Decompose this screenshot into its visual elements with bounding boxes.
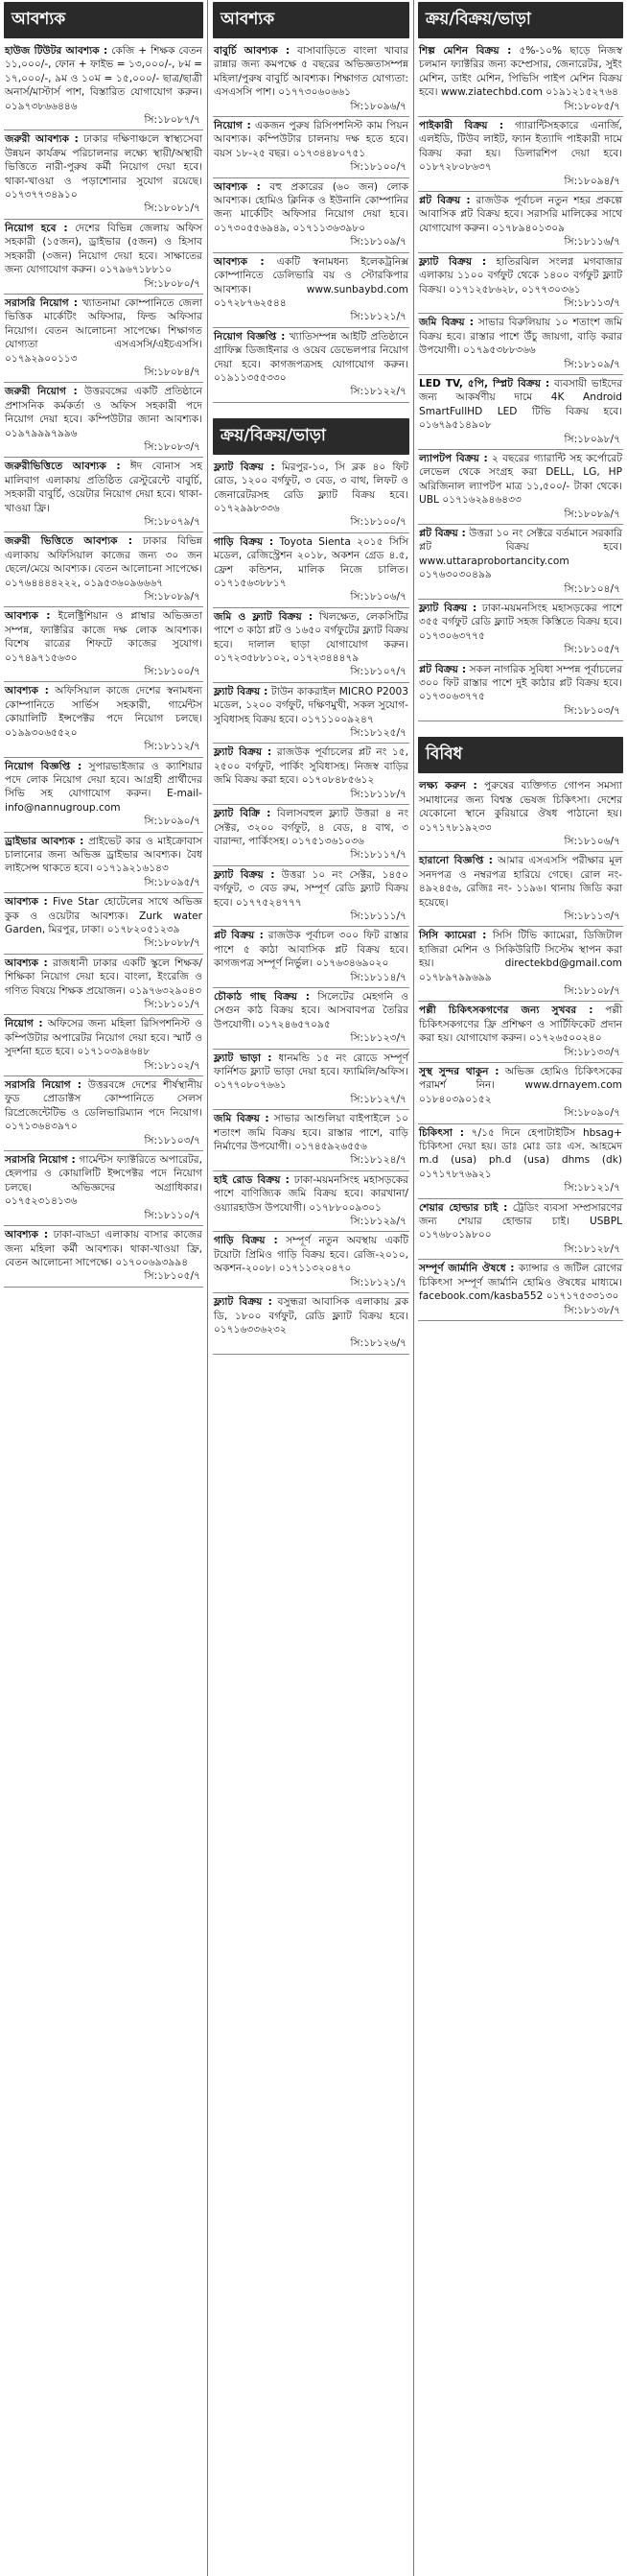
ad-body: গ্যারান্টিসহকারে এনার্জি, এলইডি, টিউব লাইট, ফ্যান ইত্যাদি পাইকারী দামে বিক্রয় করা হয়। ডিলারশিপ দেয়া হবে।: [419, 120, 622, 159]
ad-phone: ০১৯৭৩৮৬৬৪৪৬: [5, 100, 78, 112]
ad-heading: ড্রাইভার আবশ্যক :: [5, 835, 84, 847]
classified-ad: [213, 1232, 409, 1293]
classified-ad: [4, 42, 203, 130]
ad-heading: ফ্ল্যাট ভাড়া :: [214, 1052, 272, 1064]
ad-body: ইলেক্ট্রিশিয়ান ও প্লাম্বার অভিজ্ঞতা সম্পন্ন, ফ্যাক্টরির কাজে দক্ষ লোক আবশ্যক। বিশেষ রাত্রের শিফটে কাজের সুযোগ।: [5, 610, 202, 650]
ad-code: সি:১৮০৯৪/৭: [564, 175, 620, 187]
classified-ad: [4, 130, 203, 219]
ad-code: সি:১৮১০৯/৭: [564, 358, 620, 370]
classified-ad: [4, 295, 203, 383]
ad-heading: নিয়োগ বিজ্ঞপ্তি :: [214, 330, 286, 343]
ad-heading: বাবুর্চি আবশ্যক :: [214, 45, 290, 57]
classified-ad: [4, 1076, 203, 1151]
ad-code: সি:১৮১১০/৭: [144, 1209, 200, 1221]
ad-phone: ০১৭৬৩৪৬৯০২০: [315, 957, 389, 970]
ad-body: অফিসের জন্য মহিলা রিসিপশনিস্ট ও কম্পিউটার অপারেটর নিয়োগ দেয়া হবে। স্মার্ট ও সুদর্শনা হতে হবে।: [5, 1018, 202, 1058]
classified-ad: [213, 533, 409, 608]
classified-ad: [418, 375, 623, 450]
ad-phone: ০১৭৪৫৯২৬৫৫৬: [294, 1141, 367, 1153]
column-2: [213, 0, 409, 2576]
ad-code: সি:১৮১০৬/৭: [564, 835, 620, 847]
classified-ad: [418, 42, 623, 117]
ad-body: উত্তরা ১০ নং সেক্টর, ১৪৫০ বর্গফুট, ৩ বেড রুম, সম্পূর্ণ রেডি ফ্ল্যাট বিক্রয় হবে।: [214, 868, 408, 909]
ad-code: সি:১৮০৯৫/৭: [144, 876, 200, 888]
ad-code: সি:১৮১৩৮/৭: [564, 1304, 620, 1316]
ad-code: সি:১৮১২১/৭: [350, 1276, 406, 1288]
ad-body: উত্তরা ১০ নং সেক্টরে বর্তমানে সরকারি প্লট বিক্রয় হবে। www.uttaraprobortancity.com: [419, 528, 623, 567]
ad-phone: ০১৭৩৭৭৩৪৯১০: [5, 189, 78, 201]
ad-heading: জমি বিক্রয় :: [214, 1113, 269, 1125]
ad-heading: চিকিৎসা :: [419, 1126, 465, 1139]
ad-phone: ০১৭৬৪৪৪৪২২২, ০১৯৫৩৬০৯৬৬৬৭: [5, 577, 164, 589]
ad-body: রাজউক পূর্বাচল ৩০০ ফিট রাস্তার পাশে ৫ কাঠা আবাসিক প্লট বিক্রয় হবে। কাগজপত্র সম্পূর্ণ নির্ভুল।: [214, 930, 408, 970]
ad-phone: ০১৭১২৫৮৬২৮, ০১৭৭৩০৩৬১: [449, 283, 581, 295]
ad-heading: লক্ষ্য করুন :: [419, 780, 477, 792]
ad-code: সি:১৮০৮৯/৭: [144, 591, 200, 603]
ad-heading: শিল্প মেশিন বিক্রয় :: [419, 45, 512, 57]
ad-body: মিরপুর-১০, সি ব্লক ৪০ ফিট রোড, ১২০০ বর্গফুট, ৩ বেড, ৩ বাথ, লিফট ও জেনারেটরসহ রেডি ফ্ল্যাট বিক্রয় হবে।: [214, 461, 408, 501]
ad-phone: ০১৭৮৯৪০১৩০৯: [492, 222, 565, 234]
classified-ad: [418, 450, 623, 525]
ad-heading: ল্যাপটপ বিক্রয় :: [419, 452, 488, 464]
classified-ad: [213, 1050, 409, 1111]
ad-heading: জরুরী আবশ্যক :: [5, 133, 79, 146]
ad-phone: ০১৯৭৯৯৯৭৯৯৬: [5, 427, 78, 439]
ad-phone: ০১৭২৯৯৮৩৩৬: [214, 502, 280, 514]
ad-code: সি:১৮১১৪/৭: [350, 971, 406, 983]
classified-ad: [4, 1151, 203, 1226]
ad-body: অভিজ্ঞ হোমিও চিকিৎসকের পরামর্শ নিন। www.drnayem.com: [419, 1066, 623, 1092]
classified-ad: [213, 988, 409, 1050]
ad-heading: নিয়োগ হবে :: [5, 222, 68, 234]
ad-phone: ০১৭১৬২৯৪৬৪৩৩: [442, 494, 522, 507]
classified-ad: [213, 42, 409, 117]
ad-body: আমার এসএসসি পরীক্ষার মূল সনদপত্র ও নম্বরপত্র হারিয়ে গেছে। রোল নং- ৪৯২৪৫৬, রেজিঃ নং- ১১৯৬। থানায় জিডি করা হয়েছে।: [419, 855, 622, 909]
ad-heading: জরুরী নিয়োগ :: [5, 386, 78, 398]
classified-ad: [213, 744, 409, 805]
ad-phone: ০১৭৬৮০১৯৮০০: [419, 1229, 492, 1241]
ad-body: বাসাবাড়িতে বাংলা খাবার রান্নার জন্য কমপক্ষে ৫ বছরের অভিজ্ঞতাসম্পন্ন মহিলা/পুরুষ বাবুর্চি আবশ্যক। শিক্ষাগত যোগ্যতা: এসএসসি পাশ।: [214, 45, 408, 99]
classified-ad: [4, 758, 203, 833]
ad-body: সকল নাগরিক সুবিধা সম্পন্ন পূর্বাচলের ৩০০ ফিট রাস্তার পাশে দুই কাঠার প্লট বিক্রয় হবে।: [419, 663, 622, 690]
ad-body: Toyota Sienta ২০১৫ সিসি মডেল, রেজিস্ট্রেশন ২০১৮, অকশন গ্রেড ৪.৫, ফ্রেশ কন্ডিশন, মালিক নিজে চালিত।: [214, 535, 409, 576]
classified-ad: [4, 682, 203, 757]
ad-phone: ০১৭৮২০৫১২৩৯: [106, 923, 180, 935]
ad-phone: ০১৭৭০৮০৭৬৬১: [214, 1079, 287, 1092]
ad-body: ৭/১৫ দিনে হেপাটাইটিস hbsag+ চিকিৎসা দেয়া হয়। ডাঃ মোঃ ডাঃ এস. আহমেদ m.d (usa) ph.d (usa) dhms (dk): [419, 1126, 622, 1167]
ad-phone: ০১৭৯৬৭১৮৮১০: [99, 264, 173, 276]
ad-code: সি:১৮০৯০/৭: [564, 1107, 620, 1120]
ad-phone: ০১৬৭৯৫১৪৯০৮: [419, 419, 492, 432]
ad-heading: গাড়ি বিক্রয় :: [214, 535, 274, 548]
section-header: আবশ্যক: [4, 2, 203, 38]
ad-code: সি:১৮১০৬/৭: [350, 591, 406, 603]
ad-phone: ০১৭২৬৫০০২৪০: [528, 1032, 602, 1045]
ad-heading: সরাসরি নিয়োগ :: [5, 1079, 81, 1092]
classified-ad: [418, 852, 623, 927]
ad-body: সম্পূর্ণ নতুন অবস্থায় একটি টয়োটা প্রিমিও গাড়ি বিক্রয় হবে। রেজি-২০১০, অকশন-২০০৮।: [214, 1235, 409, 1275]
ad-code: সি:১৮১২৫/৭: [350, 727, 406, 740]
ad-code: সি:১৮১০৮/৭: [564, 984, 620, 997]
ad-phone: ০১৭৫২৩১৪১৩৬: [5, 1195, 78, 1208]
ad-heading: আবশ্যক :: [214, 255, 265, 268]
classified-ad: [4, 893, 203, 955]
ad-phone: ০১৭৩৪৪৮০৭৫১: [292, 147, 366, 159]
ad-heading: প্লট বিক্রয় :: [419, 195, 471, 207]
ad-phone: ০১৭২৮৭৬২৫৪৪: [214, 296, 287, 309]
ad-heading: পাইকারী বিক্রয় :: [419, 120, 504, 132]
ad-body: সাভার বিরুলিয়ায় ১০ শতাংশ জমি বিক্রয় হবে। রাস্তার পাশে উঁচু জায়গা, বাড়ি করার উপযোগী।: [419, 317, 623, 357]
classified-ad: [418, 117, 623, 192]
ad-code: সি:১৮০৮৯/৭: [564, 508, 620, 520]
ad-heading: আবশ্যক :: [5, 896, 48, 909]
ad-heading: LED TV, ৫পি, স্প্লিট বিক্রয় :: [419, 377, 550, 390]
ad-heading: জমি ও ফ্ল্যাট বিক্রয় :: [214, 610, 314, 623]
classified-ad: [4, 532, 203, 607]
column-1: [4, 0, 203, 2576]
ad-phone: ০১৭৪৯৭১৫৬৩০: [5, 651, 78, 664]
classified-ad: [418, 661, 623, 722]
classified-ad: [418, 1063, 623, 1124]
ad-body: সিসি টিভি ক্যামেরা, ডিজিটাল হাজিরা মেশিন ও সিকিউরিটি সিস্টেম স্থাপন করা হয়। directekbd@gmail.com: [419, 930, 622, 970]
ad-heading: প্লট বিক্রয় :: [214, 930, 264, 942]
ad-code: সি:১৮১০৩/৭: [144, 1134, 200, 1146]
section-header: বিবিধ: [418, 737, 623, 773]
ad-body: গার্মেন্টস ফ্যাক্টরিতে অপারেটর, হেলপার ও কোয়ালিটি ইন্সপেক্টর পদে নিয়োগ চলছে। অভিজ্ঞদের অগ্রাধিকার।: [5, 1154, 202, 1193]
classified-ad: [418, 525, 623, 600]
classified-ad: [213, 683, 409, 744]
ad-heading: আবশ্যক :: [214, 180, 261, 193]
classified-ad: [213, 328, 409, 403]
ad-phone: ০১৮৭২৮০৮৬৩৭: [419, 161, 492, 174]
ad-body: একটি স্বনামধন্য ইলেকট্রনিক্স কোম্পানিতে ডেলিভারি বয় ও স্টোরকিপার আবশ্যক। www.sunbaybd.com: [214, 255, 408, 295]
ad-body: খিলক্ষেত, লেকসিটির পাশে ৩ কাঠা প্লট ও ১৬৫০ বর্গফুটের ফ্ল্যাট বিক্রয় হবে। দালাল ছাড়া যোগাযোগ করুন।: [214, 610, 409, 650]
ad-code: সি:১৮০৯৬/৭: [350, 100, 406, 112]
ad-heading: আবশ্যক :: [5, 1229, 49, 1241]
ad-body: সুপারভাইজার ও ক্যাশিয়ার পদে লোক নিয়োগ দেয়া হবে। আগ্রহী প্রার্থীদের সিভি সহ যোগাযোগ করুন।: [5, 760, 202, 800]
ad-code: সি:১৮১১৩/৭: [564, 910, 620, 922]
section-header: ক্রয়/বিক্রয়/ভাড়া: [418, 2, 623, 38]
ad-body: ঢাকা-ময়মনসিংহ মহাসড়কের পাশে বাণিজ্যিক জমি বিক্রয় হবে। কারখানা/ওয়্যারহাউস উপযোগী।: [214, 1173, 408, 1214]
ad-code: সি:১৮১২২/৭: [350, 386, 406, 398]
classified-ad: [213, 1171, 409, 1233]
ad-heading: সম্পূর্ণ জার্মানি ঔষধে :: [419, 1263, 515, 1275]
ad-code: সি:১৮০৯৮/৭: [564, 433, 620, 445]
ad-phone: ০১৭১৬৩৩৬২৩২: [214, 1323, 287, 1335]
ad-heading: ফ্ল্যাট বিক্রয় :: [214, 461, 275, 473]
ad-phone: ০১৭৬৩০৩০৪৯৯: [419, 569, 492, 581]
classified-ad: [213, 1293, 409, 1355]
ad-phone: ০১৭৩০৬৩৭৭৫: [419, 629, 485, 642]
classified-ad: [4, 1226, 203, 1288]
ad-phone: ০১৭৭৫২৪৭৭৭: [235, 896, 302, 909]
column-divider: [207, 0, 208, 2576]
ad-code: সি:১৮০৮৩/৭: [144, 440, 200, 453]
ad-phone: ০১৭৩০৫৫৬৯৪৯, ০১৭১১৩৬৩৯৮০: [214, 222, 366, 234]
ad-body: ৫%-১০% ছাড়ে নিজস্ব চলমান ফ্যাক্টরির জন্য কম্প্রেসার, জেনারেটর, সুইং মেশিন, ডাইং মেশিন, পিভিসি পাইপ মেশিন বিক্রয় হবে। www.ziatechbd.com: [419, 45, 622, 99]
ad-body: দেশের বিভিন্ন জেলায় অফিস সহকারী (১৫জন), ড্রাইভার (৫জন) ও হিসাব সহকারী (৩জন) নিয়োগ দেয়া হবে। সাক্ষাতের জন্য যোগাযোগ করুন।: [5, 222, 202, 276]
classified-ad: [4, 220, 203, 295]
ad-phone: ০১৭৫১৩৬১০৩৬: [291, 835, 364, 847]
ad-code: সি:১৮১০০/৭: [350, 161, 406, 174]
ad-code: সি:১৮০৮৮/৭: [144, 937, 200, 950]
ad-code: সি:১৮১২৮/৭: [564, 1242, 620, 1255]
ad-body: একজন পুরুষ রিসিপশনিস্ট কাম পিয়ন আবশ্যক। কম্পিউটার চালনায় দক্ষ হতে হবে। বয়স ১৮-২৫ বছর।: [214, 120, 408, 159]
ad-body: খ্যাতনামা কোম্পানিতে জেলা ভিত্তিক মার্কেটিং অফিসার, ফিল্ড অফিসার নিয়োগ। বেতন আলোচনা সাপেক্ষে। শিক্ষাগত যোগ্যতা এসএসসি/এইচএসসি।: [5, 296, 202, 351]
ad-phone: ০১৭২৩৫৮৮১০২, ০১৭২৩৪৪৪৭৯: [214, 652, 360, 665]
ad-body: টাউন কাকরাইল MICRO P2003 মডেল, ১২০০ বর্গফুট, দক্ষিণমুখী, সকল সুযোগ-সুবিধাসহ বিক্রয় হবে।: [214, 685, 408, 725]
ad-heading: পল্লী চিকিৎসকগণের জন্য সুখবর :: [419, 1004, 593, 1017]
ad-body: ঢাকার বিভিন্ন এলাকায় অফিসিয়াল কাজের জন্য ৩০ জন ছেলে/মেয়ে আবশ্যক। বেতন আলোচনা সাপেক্ষে।: [5, 535, 202, 576]
ad-heading: সিসি ক্যামেরা :: [419, 930, 487, 942]
ad-code: সি:১৮১৩৩/৭: [564, 1046, 620, 1058]
ad-body: খ্যাতিসম্পন্ন আইটি প্রতিষ্ঠানে গ্রাফিক্স ডিজাইনার ও ওয়েব ডেভেলপার নিয়োগ দেয়া হবে। কাগজপত্রসহ যোগাযোগ করুন।: [214, 330, 408, 370]
classified-ad: [418, 253, 623, 315]
ad-body: বহু প্রকারের (৬০ জন) লোক আবশ্যক। হোমিও ক্লিনিক ও ইউনানি কোম্পানির জন্য মার্কেটিং অফিসার নিয়োগ দেয়া হবে।: [214, 180, 408, 221]
ad-body: পল্লী চিকিৎসকগণের ফ্রি প্রশিক্ষণ ও সার্টিফিকেট প্রদান করা হয়। যোগাযোগ করুন।: [419, 1004, 622, 1045]
ad-heading: ফ্ল্যাট বিক্রয় :: [214, 746, 272, 759]
classified-ad: [418, 777, 623, 852]
classified-ad: [4, 1015, 203, 1076]
ad-code: সি:১৮১২১/৭: [564, 1182, 620, 1194]
ad-phone: ০১৭২৪৬৫৭০৯৫: [258, 1018, 331, 1030]
ad-heading: হাউজ টিউটর আবশ্যক :: [5, 45, 108, 57]
classified-ad: [4, 955, 203, 1016]
ad-code: সি:১৮০৮৫/৭: [564, 100, 620, 112]
column-3: [418, 0, 623, 2576]
ad-body: বসুন্ধরা আবাসিক এলাকায় ব্লক ডি, ১৮০০ বর্গফুট, রেডি ফ্ল্যাট বিক্রয় হবে।: [214, 1296, 409, 1322]
ad-code: সি:১৮১১৩/৭: [564, 296, 620, 309]
ad-body: ঢাকার দক্ষিণাঞ্চলে স্বাস্থ্যসেবা উন্নয়ন কার্যক্রম পরিচালনার লক্ষ্যে স্থায়ী/অস্থায়ী ভিত্তিতে নারী-পুরুষ কর্মী নিয়োগ দেয়া হবে। থাকা-খাওয়া ও পড়াশোনার সুযোগ রয়েছে।: [5, 133, 202, 187]
ad-body: ক্যান্সার ও জটিল রোগের চিকিৎসা সম্পূর্ণ জার্মানি হোমিও ঔষধের মাধ্যমে। facebook.com/kasba552: [419, 1263, 622, 1303]
column-divider: [413, 0, 414, 2576]
ad-body: উত্তরবঙ্গের একটি প্রতিষ্ঠানে প্রশাসনিক কর্মকর্তা ও অফিস সহকারী পদে নিয়োগ দেয়া হবে। কম্পিউটার জানা আবশ্যক।: [5, 386, 202, 426]
ad-code: সি:১৮১১৭/৭: [350, 849, 406, 862]
ad-phone: ০১৯৭৬৩২৯০৪৩: [128, 984, 202, 997]
ad-body: সাভার আশুলিয়া বাইপাইলে ১০ শতাংশ জমি বিক্রয় হবে। রাস্তার পাশে, বাড়ি নির্মাণের উপযোগী।: [214, 1113, 408, 1153]
ad-phone: ০১৮৪০৩৯০১৫২: [419, 1093, 492, 1105]
ad-heading: ফ্ল্যাট বিক্রি :: [214, 808, 271, 820]
ad-phone: ০১৭১৭৮৭৬৯২১: [419, 1168, 492, 1180]
ad-heading: ফ্ল্যাট বিক্রয় :: [214, 868, 275, 881]
ad-heading: আবশ্যক :: [5, 610, 51, 623]
ad-heading: হারানো বিজ্ঞপ্তি :: [419, 855, 494, 867]
ad-heading: সরাসরি নিয়োগ :: [5, 296, 78, 309]
ad-heading: সুস্থ সুন্দর থাকুন :: [419, 1066, 499, 1077]
classified-ad: [213, 927, 409, 988]
classified-ad: [213, 608, 409, 683]
ad-phone: ০১৯১২১৫২৭৬৪: [546, 86, 618, 99]
ad-body: বিলাসবহুল ফ্ল্যাট উত্তরা ৪ নং সেক্টর, ৩২০০ বর্গফুট, ৪ বেড, ৪ বাথ, ৩ বারান্দা, পার্কিংসহ।: [214, 808, 409, 847]
ad-heading: আবশ্যক :: [5, 685, 49, 697]
ad-code: সি:১৮১০৭/৭: [350, 666, 406, 678]
ad-phone: ০১৭১৭৮১৯২৩৩: [419, 821, 492, 834]
ad-heading: হাই রোড বিক্রয় :: [214, 1173, 290, 1186]
ad-phone: ০১৭৭৩০৬০৬৬১: [278, 86, 351, 99]
ad-code: সি:১৮১০৫/৭: [144, 1270, 200, 1283]
ad-phone: ০১৭৯৫৩৮৮৩৬৬: [463, 344, 536, 357]
ad-phone: ০১৭১৫৬৩৮৮১৭: [214, 578, 287, 589]
ad-heading: গাড়ি বিক্রয় :: [214, 1235, 278, 1247]
ad-body: ঈদ বোনাস সহ মালিবাগ এলাকায় প্রতিষ্ঠিত রেস্টুরেন্টে বাবুর্চি, সহকারী বাবুর্চি, ওয়েটার নিয়োগ দেয়া হবে। থাকা-খাওয়া ফ্রি।: [5, 461, 202, 514]
ad-phone: ০১৯১১৩৫৫৩৩০: [214, 371, 287, 384]
ad-code: সি:১৮১১৮/৭: [350, 788, 406, 800]
classified-ad: [4, 458, 203, 532]
ad-heading: নিয়োগ :: [214, 120, 251, 132]
section-header: ক্রয়/বিক্রয়/ভাড়া: [213, 418, 409, 455]
ad-code: সি:১৮১০৪/৭: [564, 582, 620, 595]
ad-code: সি:১৮০৮১/৭: [144, 202, 200, 215]
ad-heading: ফ্ল্যাট বিক্রয় :: [419, 255, 487, 268]
ad-code: সি:১৮০৭৯/৭: [144, 516, 200, 528]
ad-phone: ০১৭১১০০৯২৪৭: [301, 713, 374, 725]
classified-ad: [213, 117, 409, 178]
ad-code: সি:১৮১২৭/৭: [350, 1093, 406, 1105]
ad-code: সি:১৮১২৯/৭: [350, 1216, 406, 1228]
classified-ad: [4, 833, 203, 894]
ad-code: সি:১৮১০৯/৭: [350, 236, 406, 248]
ad-code: সি:১৮০৮০/৭: [144, 277, 200, 290]
ad-code: সি:১৮১০০/৭: [144, 666, 200, 678]
ad-heading: আবশ্যক :: [5, 957, 48, 969]
ad-heading: শেয়ার হোল্ডার চাই :: [419, 1201, 508, 1214]
ad-code: সি:১৮১০৩/৭: [564, 704, 620, 717]
ad-code: সি:১৮০৮৭/৭: [144, 114, 200, 127]
classified-ad: [418, 192, 623, 253]
ad-heading: জরুরীভিত্তিতে আবশ্যক :: [5, 461, 121, 473]
ad-body: সিলেটের মেহগনি ও সেগুন কাঠ বিক্রয় হবে। আসবাবপত্র তৈরির উপযোগী।: [214, 990, 409, 1030]
ad-heading: ফ্ল্যাট বিক্রয় :: [214, 685, 268, 697]
classified-ad: [4, 383, 203, 458]
classified-ad: [213, 866, 409, 928]
ad-phone: ০১৭০০৬৯৩৯৯৪: [115, 1256, 189, 1268]
classified-ad: [418, 1260, 623, 1321]
classified-ad: [213, 805, 409, 866]
ad-body: রাজউক পূর্বাচলের প্লট নং ১৫, ২৫০০ বর্গফুট, পার্কিং সুবিধাসহ। নিজস্ব বাড়ির জমি বিক্রয় করা হবে।: [214, 746, 408, 787]
ad-code: সি:১৮১০০/৭: [350, 516, 406, 529]
ad-heading: নিয়োগ :: [5, 1018, 43, 1030]
ad-body: রাজউক পূর্বাচল নতুন শহর প্রকল্পে আবাসিক প্লট বিক্রয় হবে। সরাসরি মালিকের সাথে যোগাযোগ করুন।: [419, 195, 622, 234]
classified-ad: [418, 1002, 623, 1063]
ad-phone: ০১৭১৭৫৩৩১৩০: [546, 1290, 619, 1303]
ad-code: সি:১৮১২১/৭: [350, 311, 406, 323]
ad-phone: ০১৭৩০৬৩৭৭৫: [419, 691, 485, 703]
ad-body: ব্যবসায়ী ভাইদের জন্য আকর্ষণীয় দামে 4K Android SmartFullHD LED টিভি বিক্রয় হবে।: [419, 377, 623, 417]
ad-body: ট্রেডিং ব্যবসা সম্প্রসারণের জন্য শেয়ার হোল্ডার চাই। USBPL: [419, 1201, 623, 1228]
ad-code: সি:১৮০৮৪/৭: [144, 366, 200, 378]
ad-heading: সরাসরি নিয়োগ :: [5, 1154, 76, 1167]
ad-body: ঢাকা-বাড্ডা এলাকায় বাসার কাজের জন্য মহিলা কর্মী আবশ্যক। থাকা-খাওয়া ফ্রি, বেতন আলোচনা সাপেক্ষে।: [5, 1229, 202, 1268]
ad-body: উত্তরবঙ্গে দেশের শীর্ষস্থানীয় ফুড প্রোডাক্টস কোম্পানিতে সেলস রিপ্রেজেন্টেটিভ ও ডেলিভারিম্যান পদে নিয়োগ।: [5, 1079, 203, 1119]
ad-code: সি:১৮১০১/৭: [144, 999, 200, 1010]
ad-body: ঢাকা-ময়মনসিংহ মহাসড়কের পাশে ৩৫৫ বর্গফুট রেডি ফ্ল্যাট সহজ কিস্তিতে বিক্রয় হবে।: [419, 603, 622, 628]
ad-body: ২ বছরের গ্যারান্টি সহ কর্পোরেট লেভেল থেকে সংগ্রহ করা DELL, LG, HP অরিজিনাল ল্যাপটপ মাত্র ১১,৫০০/- টাকা থেকে। UBL: [419, 452, 622, 507]
ad-code: সি:১৮১০২/৭: [144, 1059, 200, 1072]
ad-body: প্রাইভেট কার ও মাইক্রোবাস চালানোর জন্য অভিজ্ঞ ড্রাইভার আবশ্যক। বৈধ লাইসেন্স থাকতে হবে।: [5, 835, 202, 875]
ad-heading: প্লট বিক্রয় :: [419, 528, 466, 539]
classified-ad: [418, 600, 623, 661]
classified-ad: [418, 1199, 623, 1261]
ad-phone: ০১৭১৩৬৪৩৯৭০: [5, 1121, 78, 1133]
ad-body: রাজধানী ঢাকার একটি স্কুলে শিক্ষক/শিক্ষিকা নিয়োগ দেয়া হবে। বাংলা, ইংরেজি ও গণিত বিষয়ে শিক্ষক প্রয়োজন।: [5, 957, 202, 997]
ad-heading: জমি বিক্রয় :: [419, 317, 475, 329]
ad-body: হাতিরঝিল সংলগ্ন মগবাজার এলাকায় ১১০০ বর্গফুট থেকে ১৪০০ বর্গফুট ফ্ল্যাট বিক্রয়।: [419, 255, 622, 295]
classified-ad: [418, 314, 623, 375]
ad-heading: প্লট বিক্রয় :: [419, 663, 467, 675]
ad-code: সি:১৮১২৪/৭: [350, 1154, 406, 1167]
ad-phone: ০১৭১৯২১৬১৪৩: [96, 863, 169, 875]
classified-ad: [213, 178, 409, 253]
ad-phone: E-mail-info@nannugroup.com: [5, 788, 202, 814]
classified-ad: [418, 927, 623, 1002]
ad-phone: ০১৭৮৯৭৯৯৬৯৯: [419, 971, 492, 983]
ad-body: Five Star হোটেলের সাথে অভিজ্ঞ কুক ও ওয়েটার আবশ্যক। Zurk water Garden, মিরপুর, ঢাকা।: [5, 896, 202, 935]
classified-ad: [4, 607, 203, 682]
classified-ad: [213, 1110, 409, 1171]
ad-body: পুরুষের ব্যক্তিগত গোপন সমস্যা সমাধানের জন্য বিশ্বস্ত ভেষজ চিকিৎসা। দেশের যেকোনো স্থানে কুরিয়ারে ঔষধ পাঠানো হয়।: [419, 780, 622, 820]
ad-code: সি:১৮১১১/৭: [350, 910, 406, 922]
ad-code: সি:১৮১২৬/৭: [350, 1337, 406, 1350]
ad-code: সি:১৮০৯০/৭: [144, 815, 200, 828]
classified-ad: [213, 459, 409, 533]
ad-heading: চৌকাঠ গাছ বিক্রয় :: [214, 990, 310, 1003]
ad-heading: নিয়োগ বিজ্ঞপ্তি :: [5, 760, 82, 772]
ad-body: অফিসিয়াল কাজে দেশের স্বনামধন্য কোম্পানিতে সার্ভিস সহকারী, গার্মেন্টস কোয়ালিটি ইন্সপেক্টর পদে নিয়োগ চলছে।: [5, 685, 203, 725]
ad-code: সি:১৮১১৬/৭: [564, 236, 620, 248]
classified-ad: [418, 1124, 623, 1199]
ad-body: কেজি + শিক্ষক বেতন ১১,০০০/-, ফোন + ফাইভ = ১৩,০০০/-, ৮ম = ১৭,০০০/-, ৯ম ও ১০ম = ১৫,০০০/- ছাত্র/ছাত্রী অনার্স/মাস্টার্স পাশ, বিস্তারিত যোগাযোগ করুন।: [5, 45, 202, 99]
ad-phone: ০১৭০৮৪৮৫৬১২: [301, 774, 375, 787]
ad-phone: ০১৭১১৩২০৪৭০: [278, 1263, 352, 1275]
ad-heading: ফ্ল্যাট বিক্রয় :: [419, 603, 477, 615]
ad-heading: জরুরী ভিত্তিতে আবশ্যক :: [5, 535, 132, 548]
ad-heading: ফ্ল্যাট বিক্রয় :: [214, 1296, 272, 1309]
ad-code: সি:১৮১১২/৭: [144, 741, 200, 753]
ad-code: সি:১৮১০৫/৭: [564, 644, 620, 656]
ad-phone: ০১৭৯২৯০০১১৩: [5, 352, 78, 365]
classified-ad: [213, 253, 409, 328]
section-header: আবশ্যক: [213, 2, 409, 38]
ad-code: সি:১৮১২৩/৭: [350, 1032, 406, 1045]
ad-phone: ০১৭১০৩৯৪৬৪৮: [77, 1046, 151, 1058]
ad-phone: ০১৭৮৮০০৯৩০১: [309, 1201, 382, 1214]
ad-body: ধানমন্ডি ১৫ নং রোডে সম্পূর্ণ ফার্নিশড ফ্ল্যাট ভাড়া দেয়া হবে। ফ্যামিলি/অফিস।: [214, 1052, 408, 1077]
ad-phone: ০১৯৯৩০৬৫৫২০: [5, 726, 78, 739]
